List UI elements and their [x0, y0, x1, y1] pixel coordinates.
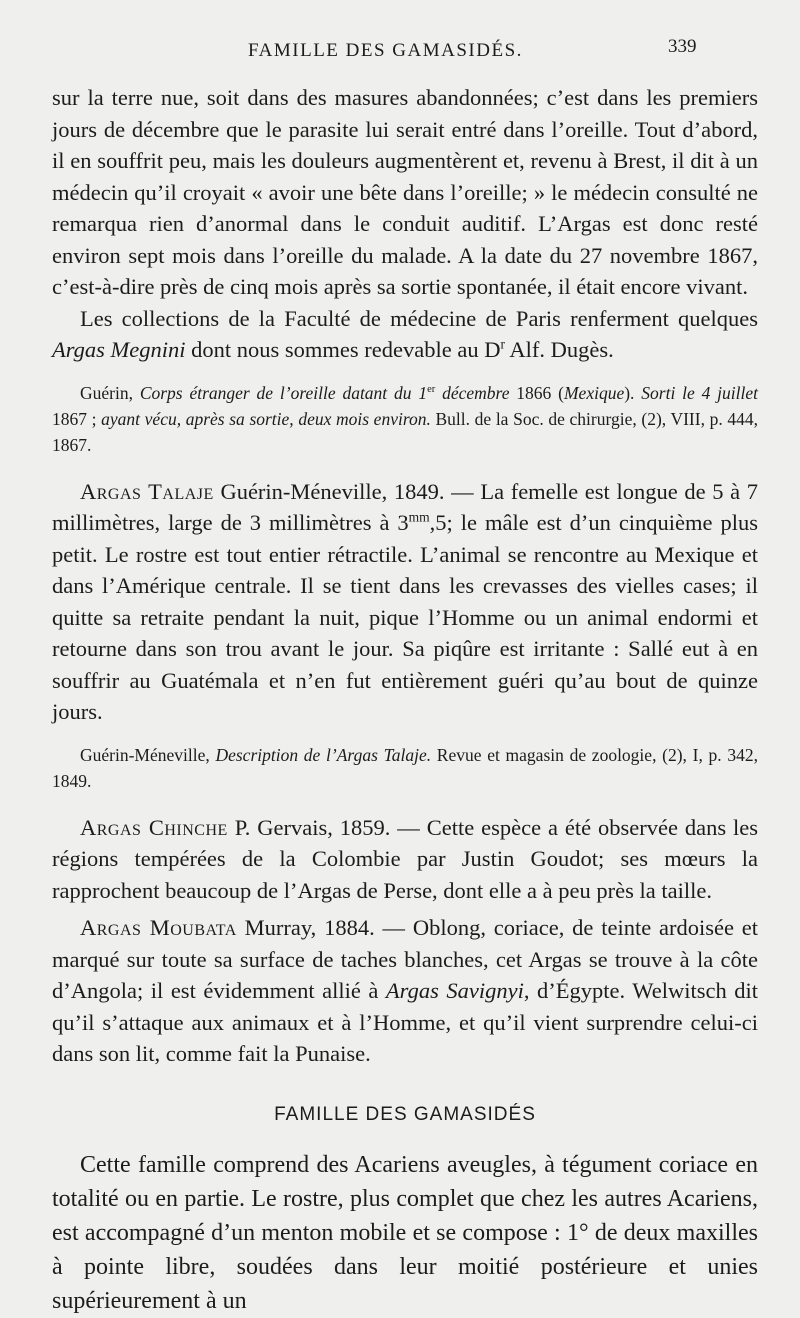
text-segment: Les collections de la Faculté de médecine de Paris renferment quelques — [80, 305, 758, 331]
superscript: er — [427, 383, 436, 395]
text-segment: dont nous sommes redevable au D — [185, 337, 501, 362]
ref-title: Sorti le 4 juillet — [641, 382, 759, 403]
text-segment: P. Gervais, 1859. — Cette espèce a été observée dans les régions tempérées de la Colombie par Justin Goudot; ses mœurs la rapprochent beaucoup de l’Argas de Perse, dont elle a à peu près la taille. — [52, 814, 759, 903]
ref-year: 1866 ( — [509, 382, 564, 403]
reference-guerin-1849 — [52, 742, 758, 794]
species-argas-moubata — [52, 912, 758, 1070]
species-argas-chinche — [52, 812, 758, 907]
text-segment: Alf. Dugès. — [504, 337, 614, 362]
text-segment: Guérin-Méneville, 1849. — La femelle est longue de 5 à 7 millimètres, large de 3 millimètres à 3 — [52, 478, 758, 535]
ref-source: Revue et magasin de zoologie, (2), I, p. 342, 1849. — [52, 744, 759, 791]
section-paragraph: Cette famille comprend des Acariens aveugles, à tégument coriace en totalité ou en partie. Le rostre, plus complet que chez les autres Acariens, est accompagné d’un menton mobile et se compose : 1° de deux maxilles à pointe libre, soudées dans leur moitié postérieure et unies supérieurement à un — [52, 1151, 758, 1314]
superscript: r — [500, 336, 505, 352]
text-segment: Murray, 1884. — Oblong, coriace, de teinte ardoisée et marqué sur toute sa surface de taches blanches, cet Argas se trouve à la côte d’Angola; il est évidemment allié à — [52, 915, 758, 1003]
paragraph-continued: sur la terre nue, soit dans des masures abandonnées; c’est dans les premiers jours de décembre que le parasite lui serait entré dans l’oreille. Tout d’abord, il en souffrit peu, mais les douleurs augmentèrent et, revenu à Brest, il dit à un médecin qu’il croyait « avoir une bête dans l’oreille; » le médecin consulté ne remarqua rien d’anormal dans le conduit auditif. L’Argas est donc resté environ sept mois dans l’oreille du malade. A la date du 27 novembre 1867, c’est-à-dire près de cinq mois après sa sortie spontanée, il était encore vivant. — [52, 85, 758, 299]
ref-author: Guérin-Méneville, — [80, 744, 216, 765]
ref-title: ayant vécu, après sa sortie, deux mois environ. — [101, 408, 431, 429]
superscript: mm — [408, 509, 430, 525]
ref-author: Guérin, — [80, 382, 140, 403]
reference-guerin-1867 — [52, 380, 758, 458]
species-heading: Argas Moubata — [80, 915, 237, 940]
paragraph-collections — [52, 303, 758, 366]
text-segment: ). — [624, 382, 642, 403]
species-argas-talaje — [52, 476, 758, 728]
ref-year: 1867 ; — [52, 408, 102, 429]
running-title: FAMILLE DES GAMASIDÉS. — [248, 40, 523, 61]
text-segment: ,5; le mâle est d’un cinquième plus petit. Le rostre est tout entier rétractile. L’animal se rencontre au Mexique et dans l’Amérique centrale. Il se tient dans les crevasses des vielles cases; il quitte sa retraite pendant la nuit, pique l’Homme ou un animal endormi et retourne dans son trou avant le jour. Sa piqûre est irritante : Sallé eut à en souffrir au Guatémala et n’en fut entièrement guéri qu’au bout de quinze jours. — [52, 510, 759, 724]
species-heading: Argas Chinche — [80, 814, 228, 840]
ref-source: Bull. de la Soc. de chirurgie, (2), VIII, p. 444, 1867. — [52, 408, 758, 455]
species-name-italic: Argas Megnini — [52, 337, 186, 362]
text-segment: , d’Égypte. Welwitsch dit qu’il s’attaque aux animaux et à l’Homme, et qu’il vient surprendre celui-ci dans son lit, comme fait la Punaise. — [52, 978, 758, 1066]
ref-title: Description de l’Argas Talaje. — [215, 744, 432, 765]
ref-title: décembre — [435, 382, 510, 403]
ref-title: Corps étranger de l’oreille datant du 1 — [139, 382, 428, 403]
page-number: 339 — [668, 36, 697, 57]
ref-place: Mexique — [563, 382, 625, 403]
species-name-italic: Argas Savignyi — [385, 978, 524, 1003]
section-title: FAMILLE DES GAMASIDÉS — [274, 1103, 536, 1125]
species-heading: Argas Talaje — [80, 478, 214, 504]
page-header — [0, 34, 800, 70]
page-body — [52, 82, 758, 1318]
